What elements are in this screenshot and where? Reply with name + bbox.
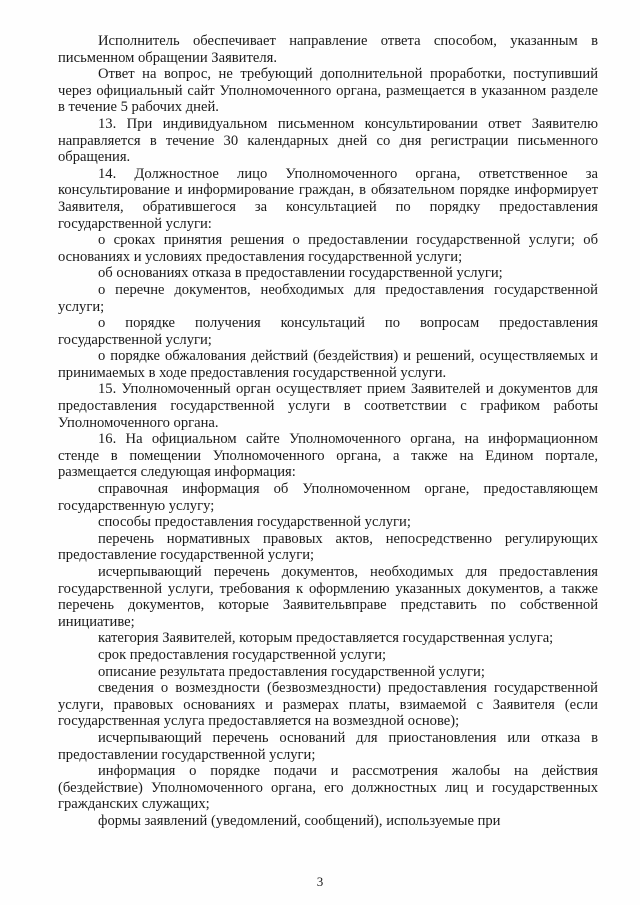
paragraph: информация о порядке подачи и рассмотрения жалобы на действия (бездействие) Уполномоченного органа, его должностных лиц и государственных гражданских служащих;: [58, 763, 598, 813]
paragraph: формы заявлений (уведомлений, сообщений), используемые при: [98, 812, 501, 829]
paragraph: описание результата предоставления государственной услуги;: [98, 663, 485, 680]
paragraph: сведения о возмездности (безвозмездности) предоставления государственной услуги, правовых основаниях и размерах платы, взимаемой с Заявителя (если государственная услуга предоставляется на возмездной основе);: [58, 680, 598, 730]
paragraph: о порядке получения консультаций по вопросам предоставления государственной услуги;: [58, 315, 598, 348]
paragraph: 14. Должностное лицо Уполномоченного органа, ответственное за консультирование и информирование граждан, в обязательном порядке информирует Заявителя, обратившегося за консультацией по порядку предоставления государственной услуги:: [58, 165, 598, 232]
paragraph: 13. При индивидуальном письменном консультировании ответ Заявителю направляется в течение 30 календарных дней со дня регистрации письменного обращения.: [58, 115, 598, 166]
paragraph: о сроках принятия решения о предоставлении государственной услуги; об основаниях и условиях предоставления государственной услуги;: [58, 232, 598, 265]
paragraph: исчерпывающий перечень документов, необходимых для предоставления государственной услуги, требования к оформлению указанных документов, а также перечень документов, которые Заявительвправе представить по собственной инициативе;: [58, 564, 598, 630]
paragraph: о перечне документов, необходимых для предоставления государственной услуги;: [58, 281, 598, 315]
paragraph: справочная информация об Уполномоченном органе, предоставляющем государственную услугу;: [58, 481, 598, 514]
paragraph: исчерпывающий перечень оснований для приостановления или отказа в предоставлении государственной услуги;: [58, 729, 598, 763]
paragraph: 15. Уполномоченный орган осуществляет прием Заявителей и документов для предоставления государственной услуги в соответствии с графиком работы Уполномоченного органа.: [58, 381, 598, 431]
paragraph: способы предоставления государственной услуги;: [98, 514, 411, 531]
paragraph: срок предоставления государственной услуги;: [98, 646, 387, 663]
paragraph: категория Заявителей, которым предоставляется государственная услуга;: [98, 630, 554, 647]
paragraph: 16. На официальном сайте Уполномоченного органа, на информационном стенде в помещении Уполномоченного органа, а также на Едином портале, размещается следующая информация:: [58, 431, 598, 481]
page-number: 3: [316, 874, 324, 889]
document-body: [58, 33, 598, 830]
paragraph: об основаниях отказа в предоставлении государственной услуги;: [98, 265, 503, 282]
paragraph: перечень нормативных правовых актов, непосредственно регулирующих предоставление государственной услуги;: [58, 530, 598, 564]
paragraph: Ответ на вопрос, не требующий дополнительной проработки, поступивший через официальный сайт Уполномоченного органа, размещается в указанном разделе в течение 5 рабочих дней.: [58, 66, 598, 116]
paragraph: о порядке обжалования действий (бездействия) и решений, осуществляемых и принимаемых в ходе предоставления государственной услуги.: [58, 348, 598, 381]
paragraph: Исполнитель обеспечивает направление ответа способом, указанным в письменном обращении Заявителя.: [58, 33, 598, 66]
